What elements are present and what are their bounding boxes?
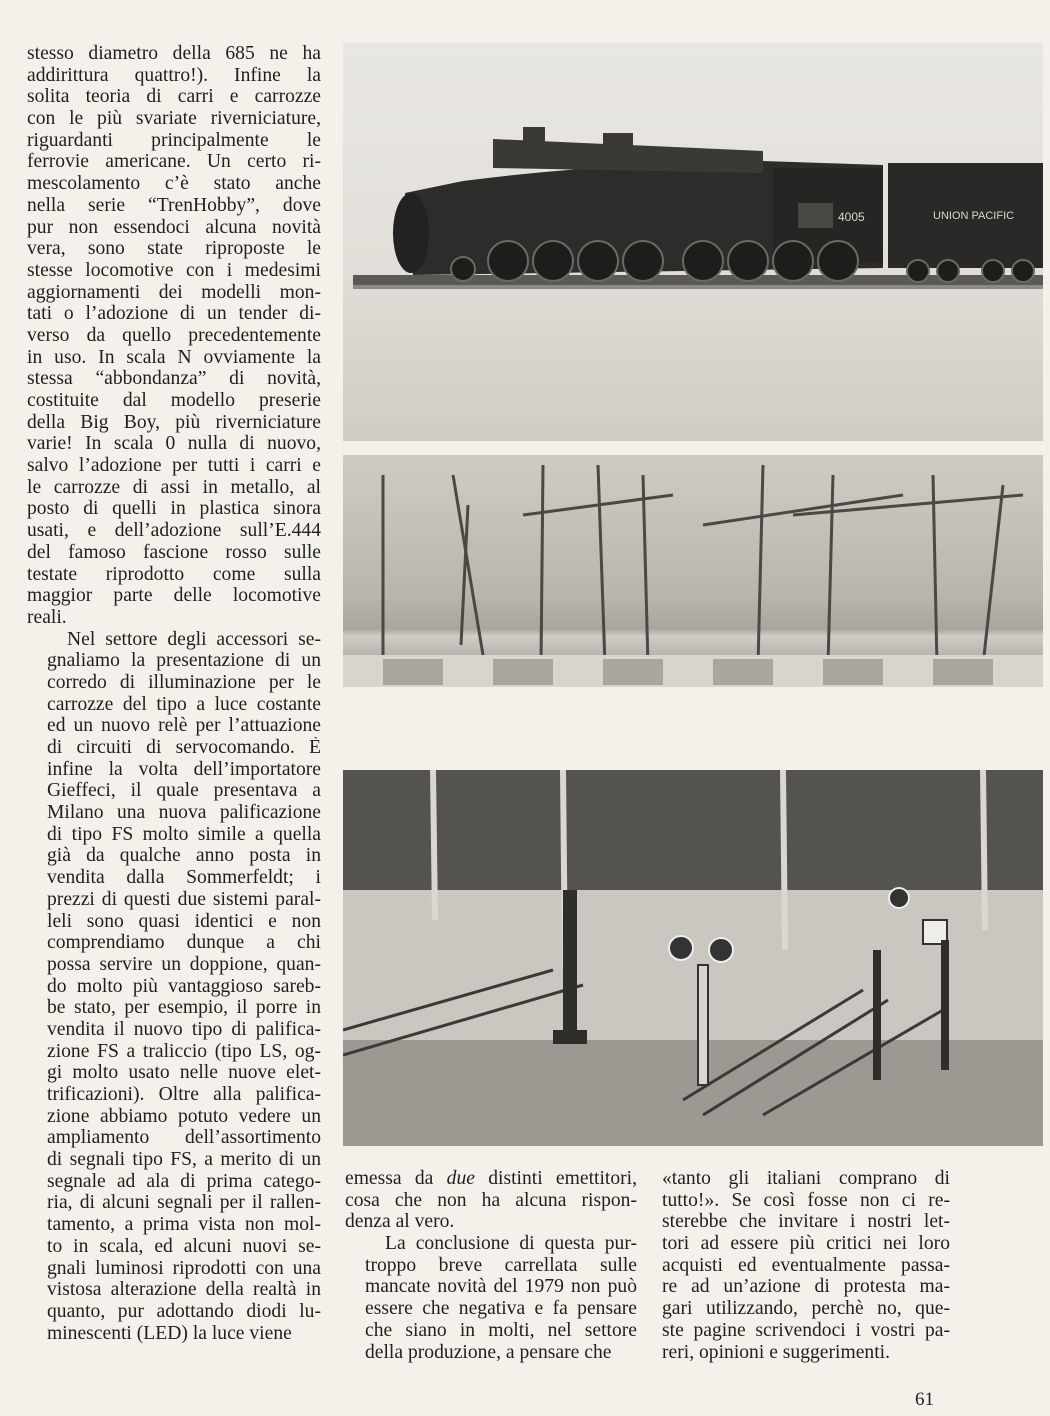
text-column-middle (345, 1168, 637, 1363)
text-line: testate riprodotto come sulla (27, 563, 321, 585)
text-line: maggior parte delle locomotive (27, 585, 321, 607)
text-line: leli sono quasi identici e non (47, 910, 321, 932)
text-line: già da qualche anno posta in (47, 845, 321, 867)
text-line: «tanto gli italiani comprano di (662, 1168, 950, 1189)
paragraph (345, 1233, 637, 1363)
text-line: be stato, per esempio, il porre in (47, 997, 321, 1019)
text-line: prezzi di questi due sistemi paral- (47, 888, 321, 910)
text-line: zione FS a traliccio (tipo LS, og- (47, 1040, 321, 1062)
text-line: minescenti (LED) la luce viene (47, 1322, 292, 1344)
text-line: Nel settore degli accessori se- (67, 628, 321, 650)
text-line: essere che negativa e fa pensare (365, 1298, 637, 1320)
tender-lettering-text: UNION PACIFIC (933, 210, 1015, 222)
text-line: riguardanti principalmente le (27, 129, 321, 151)
text-line: gi molto usato nelle nuove elet- (47, 1062, 321, 1084)
text-line: del famoso fascione rosso sulle (27, 541, 321, 563)
text-line: verso da quello precedentemente (27, 324, 321, 346)
text-line: stessa “abbondanza” di novità, (27, 368, 321, 390)
text-line: ampliamento dell’assortimento (47, 1127, 321, 1149)
text-line: costituite dal modello preserie (27, 390, 321, 411)
text-line: di circuiti di servocomando. È (47, 737, 321, 758)
text-line: in uso. In scala N ovviamente la (27, 346, 321, 368)
text-line: to in scala, ed alcuni nuovi se- (47, 1235, 321, 1257)
locomotive-number-text: 4005 (838, 210, 865, 224)
text-line: di segnali tipo FS, a merito di un (47, 1149, 321, 1171)
text-line: vendita dalla Sommerfeldt; i (47, 867, 321, 889)
text-line: della Big Boy, più riverniciature (27, 411, 321, 433)
photo-locomotive-big-boy (343, 43, 1043, 441)
text-line: ed un nuovo relè per l’attuazione (47, 715, 321, 737)
text-line: corredo di illuminazione per le (47, 671, 321, 693)
text-column-left (27, 43, 321, 1344)
text-line: della produzione, a pensare che (365, 1341, 612, 1363)
text-line: gari utilizzando, perchè no, que- (662, 1298, 950, 1320)
text-line: cosa che non ha alcuna rispon- (345, 1189, 637, 1211)
photo-signals-and-track (343, 770, 1043, 1146)
text-line: ria, di alcuni segnali per il rallen- (47, 1192, 321, 1214)
emphasized-word: due (446, 1168, 475, 1189)
text-line: comprendiamo dunque a chi (47, 932, 321, 954)
text-line: tamento, a prima vista non mol- (47, 1214, 321, 1236)
text-line: reali. (27, 606, 67, 628)
catenary-illustration (343, 455, 1043, 687)
text-line: vera, sono state riproposte le (27, 238, 321, 260)
text-line: vendita il nuovo tipo di palifica- (47, 1018, 321, 1040)
text-line: quanto, pur adottando diodi lu- (47, 1300, 321, 1322)
text-line: troppo breve carrellata sulle (365, 1254, 637, 1276)
text-line: infine la volta dell’importatore (47, 758, 321, 780)
text-line: La conclusione di questa pur- (385, 1233, 637, 1255)
text-line: re ad un’azione di protesta ma- (662, 1276, 950, 1298)
text-line: carrozze del tipo a luce costante (47, 693, 321, 715)
text-line: Milano una nuova palificazione (47, 802, 321, 824)
text-line: salvo l’adozione per tutti i carri e (27, 455, 321, 477)
text-line: possa servire un doppione, quan- (47, 953, 321, 975)
text-line: gnaliamo la presentazione di un (47, 650, 321, 672)
photo-catenary-models (343, 455, 1043, 687)
text-column-right (662, 1168, 950, 1363)
text-line: denza al vero. (345, 1211, 455, 1233)
text-line: trificazioni). Oltre alla palifica- (47, 1084, 321, 1105)
text-line: tutto!». Se così fosse non ci re- (662, 1189, 950, 1211)
text-line: aggiornamenti dei modelli mon- (27, 281, 321, 303)
text-line: solita teoria di carri e carrozze (27, 86, 321, 108)
text-line: pur non essendoci alcuna novità (27, 216, 321, 238)
text-line: mancate novità del 1979 non può (365, 1276, 637, 1298)
text-line: Gieffeci, il quale presentava a (47, 780, 321, 802)
text-line: con le più svariate riverniciature, (27, 108, 321, 130)
text-line: gnali luminosi riprodotti con una (47, 1257, 321, 1279)
text-line (345, 1168, 637, 1190)
page-number: 61 (915, 1389, 934, 1410)
text-line: do molto più vantaggioso sareb- (47, 975, 321, 997)
text-line: che siano in molti, nel settore (365, 1319, 637, 1341)
text-fragment: distinti emettitori, (474, 1168, 637, 1189)
signals-illustration (343, 770, 1043, 1146)
text-line: tati o l’adozione di un tender di- (27, 303, 321, 325)
text-line: nella serie “TrenHobby”, dove (27, 194, 321, 216)
paragraph (662, 1168, 950, 1363)
text-line: ste pagine scrivendoci i vostri pa- (662, 1319, 950, 1341)
paragraph (345, 1168, 637, 1233)
text-line: segnale ad ala di prima catego- (47, 1170, 321, 1192)
text-line: zione abbiamo potuto vedere un (47, 1105, 321, 1127)
text-line: stesso diametro della 685 ne ha (27, 43, 321, 64)
paragraph (27, 629, 321, 1345)
text-line: varie! In scala 0 nulla di nuovo, (27, 433, 321, 455)
text-line: reri, opinioni e suggerimenti. (662, 1341, 890, 1363)
text-line: sterebbe che invitare i nostri let- (662, 1211, 950, 1233)
locomotive-illustration (343, 43, 1043, 441)
text-line: acquisti ed eventualmente passa- (662, 1254, 950, 1276)
paragraph (27, 43, 321, 629)
text-line: vistosa alterazione della realtà in (47, 1279, 321, 1301)
text-line: addirittura quattro!). Infine la (27, 64, 321, 86)
text-line: di tipo FS molto simile a quella (47, 823, 321, 845)
text-line: tori ad essere più critici nei loro (662, 1233, 950, 1255)
text-line: le carrozze di assi in metallo, al (27, 476, 321, 498)
text-line: stesse locomotive con i medesimi (27, 259, 321, 281)
text-line: ferrovie americane. Un certo ri- (27, 151, 321, 173)
text-line: posto di quelli in plastica sinora (27, 498, 321, 520)
text-fragment: emessa da (345, 1168, 447, 1189)
text-line: mescolamento c’è stato anche (27, 173, 321, 195)
text-line: usati, e dell’adozione sull’E.444 (27, 520, 321, 542)
